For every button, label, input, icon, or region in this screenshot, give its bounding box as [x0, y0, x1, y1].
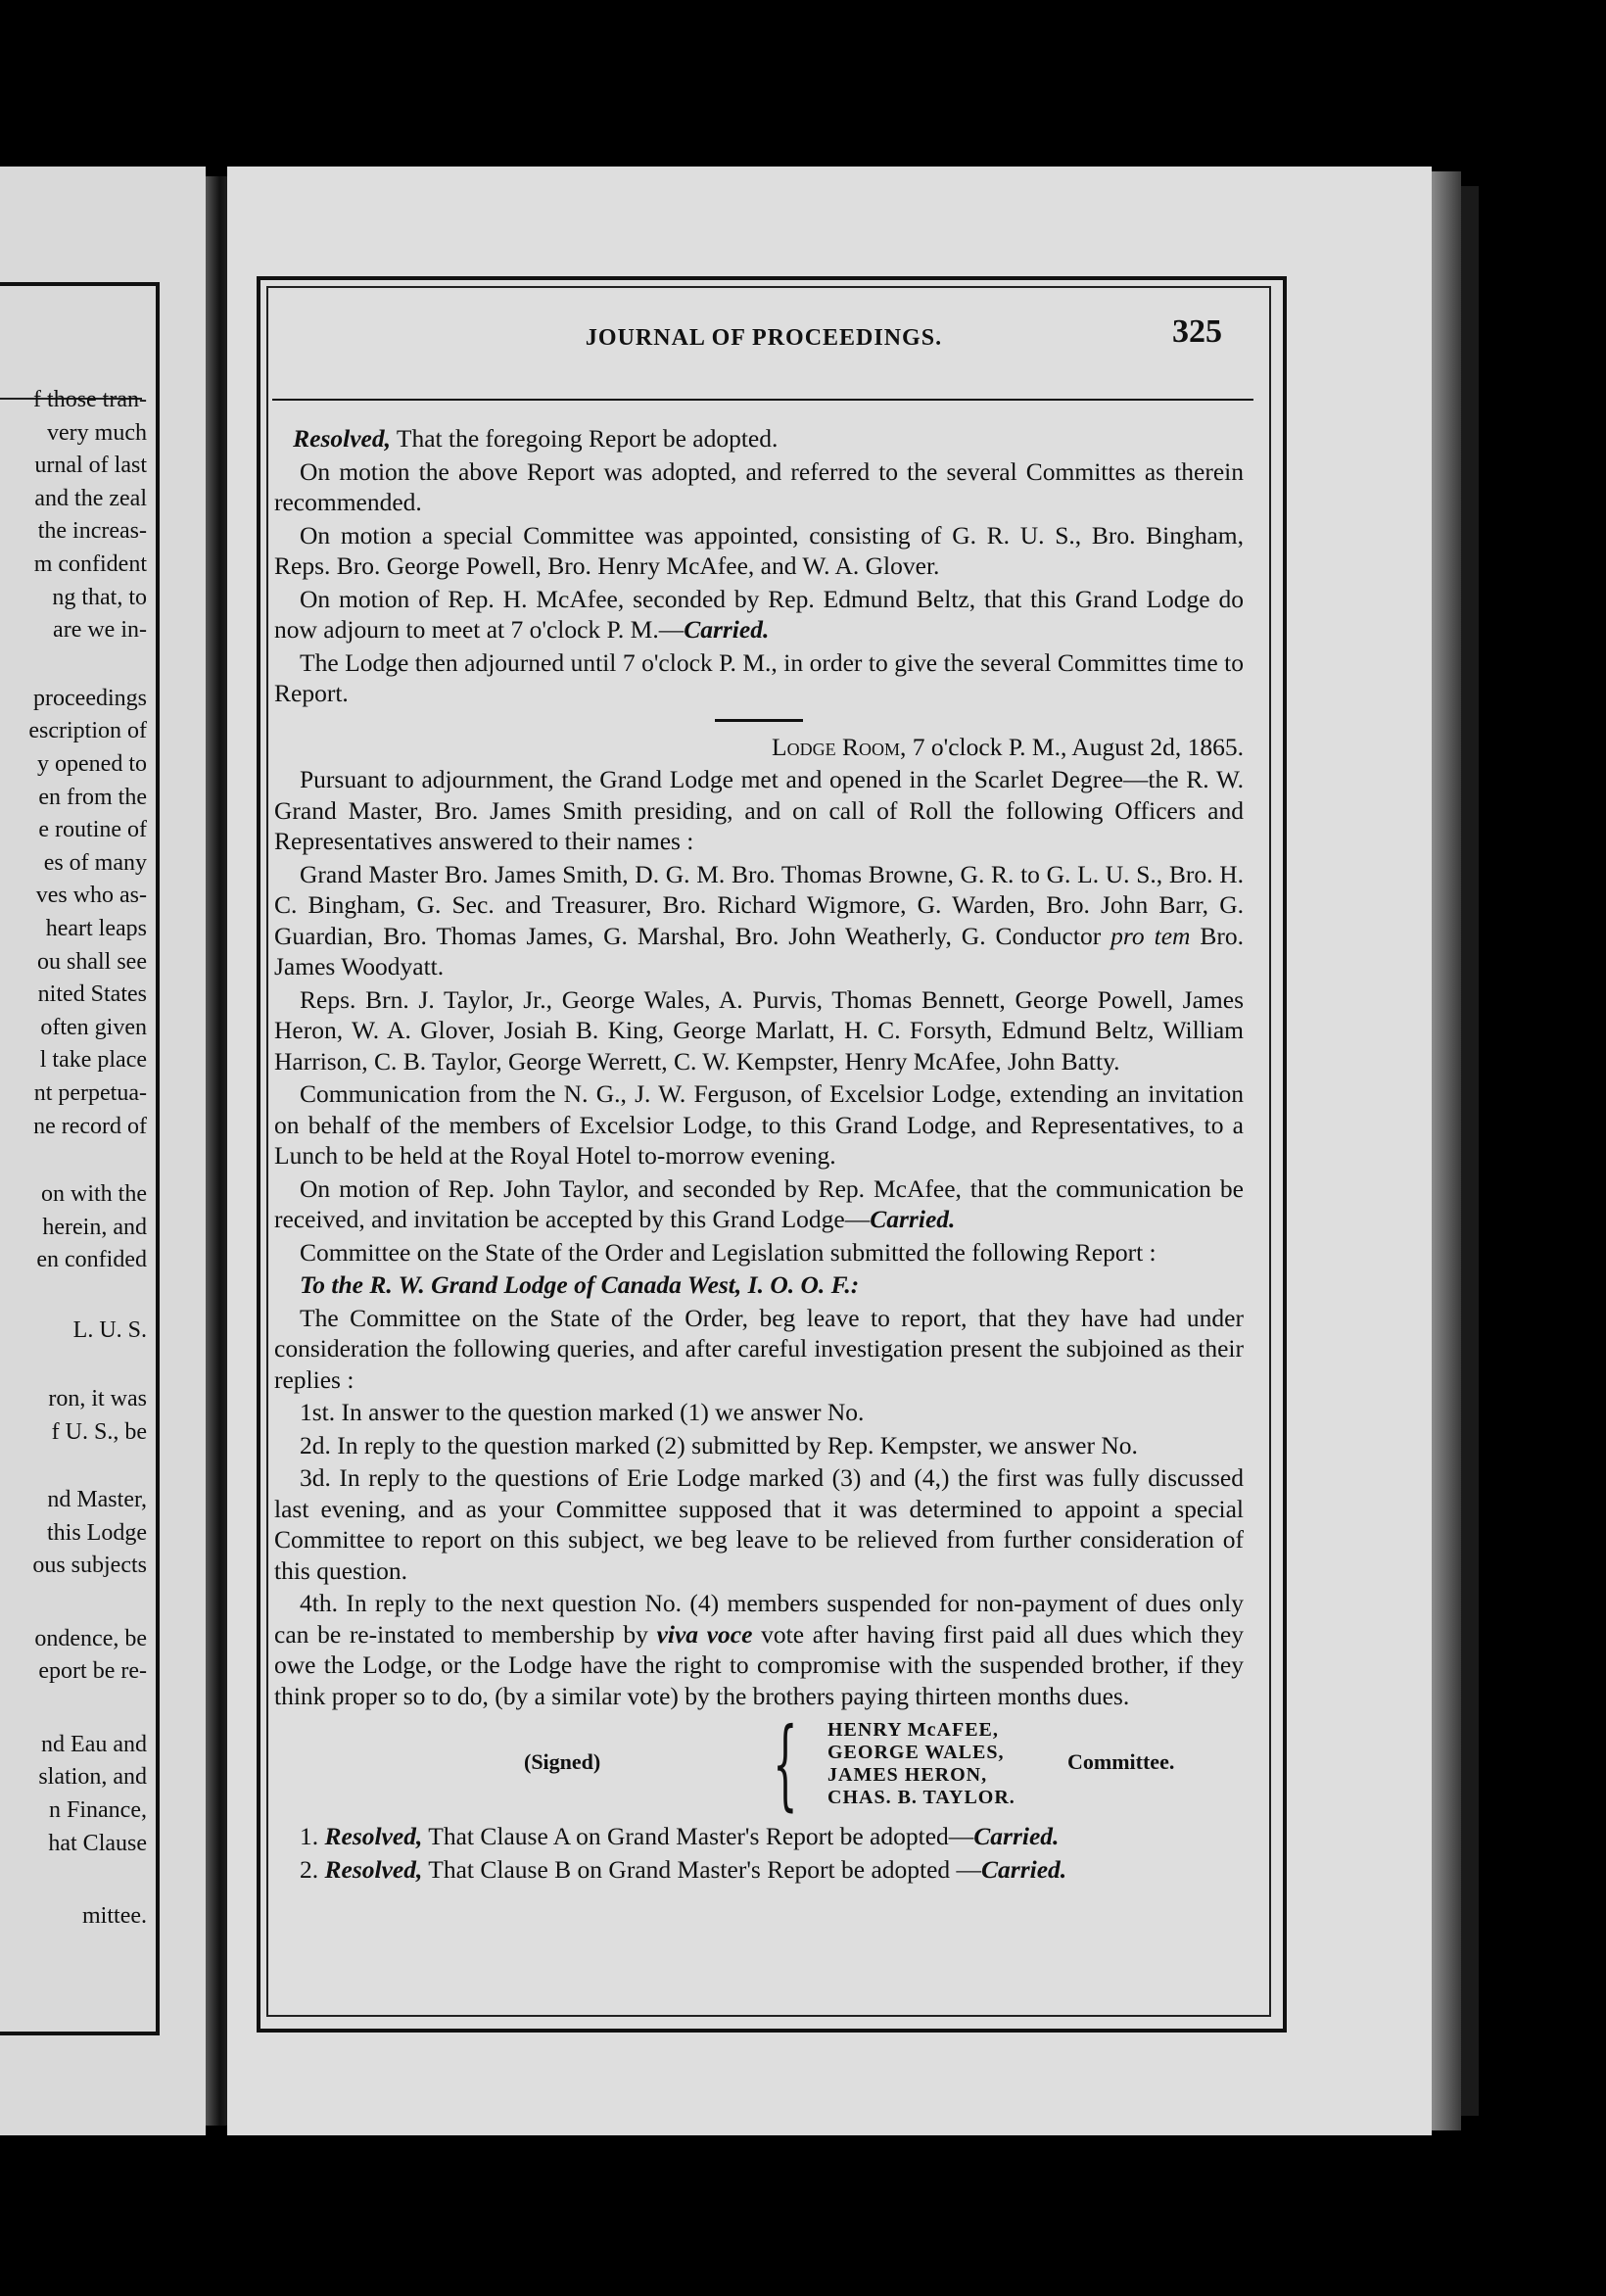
paragraph-text: 4th. In reply to the next question No. (4) members suspended for non-payment of dues only can be re-instated to membership by: [274, 1589, 1244, 1649]
left-page-line: m confident: [33, 551, 147, 577]
left-page-line: eport be re-: [38, 1658, 147, 1685]
left-page-line: ng that, to: [52, 584, 147, 610]
left-page-line: L. U. S.: [72, 1317, 147, 1344]
left-page-line: es of many: [43, 849, 147, 876]
pro-tem: pro tem: [1110, 921, 1191, 950]
report-address: To the R. W. Grand Lodge of Canada West, I. O. O. F.:: [300, 1270, 860, 1299]
dateline: [274, 732, 1244, 763]
left-page-line: nited States: [37, 981, 147, 1008]
dateline-room: Lodge Room,: [772, 732, 907, 761]
left-page-line: nd Master,: [47, 1487, 147, 1513]
left-facing-page: [0, 167, 206, 2135]
left-page-line: and the zeal: [34, 485, 147, 511]
left-page-line: on with the: [41, 1181, 147, 1208]
left-page-line: urnal of last: [34, 453, 147, 479]
left-page-line: e routine of: [38, 817, 147, 843]
carried-label: Carried.: [973, 1822, 1060, 1850]
left-page-line: nd Eau and: [41, 1731, 147, 1757]
page-edge: [1432, 171, 1461, 2130]
left-page-line: ne record of: [33, 1113, 147, 1139]
carried-label: Carried.: [870, 1205, 956, 1233]
left-page-line: en confided: [36, 1247, 147, 1273]
resolution-text: That Clause A on Grand Master's Report be adopted—: [428, 1822, 974, 1850]
left-page-line: slation, and: [38, 1764, 147, 1791]
page-header: [284, 313, 1244, 372]
left-page-line: often given: [40, 1014, 147, 1040]
section-divider: [715, 719, 803, 722]
signer-name: JAMES HERON,: [827, 1764, 988, 1786]
book-gutter: [206, 176, 229, 2126]
paragraph: The Lodge then adjourned until 7 o'clock P. M., in order to give the several Committes time to Report.: [274, 647, 1244, 707]
viva-voce: viva voce: [656, 1619, 753, 1649]
left-page-line: mittee.: [82, 1903, 147, 1929]
left-page-line: very much: [47, 419, 147, 446]
signer-names: [827, 1719, 1016, 1809]
paragraph-text: Bro. James Woodyatt.: [274, 921, 1245, 981]
left-page-line: ou shall see: [37, 948, 147, 975]
resolution-number: 2.: [300, 1854, 319, 1884]
page-body: [274, 423, 1244, 1887]
paragraph: [274, 859, 1244, 982]
signed-label: (Signed): [524, 1749, 601, 1774]
signer-name: CHAS. B. TAYLOR.: [827, 1787, 1016, 1808]
paragraph: Reps. Brn. J. Taylor, Jr., George Wales, A. Purvis, Thomas Bennett, George Powell, James Heron, W. A. Glover, Josiah B. King, George Marlatt, H. C. Forsyth, Edmund Beltz, William Harrison, C. B. Taylor, George Werrett, C. W. Kempster, Henry McAfee, John Batty.: [274, 984, 1244, 1076]
resolution: [274, 1854, 1244, 1886]
left-page-line: hat Clause: [48, 1830, 147, 1856]
signer-name: GEORGE WALES,: [827, 1742, 1005, 1763]
paragraph-text: vote after having first paid all dues which they owe the Lodge, or the Lodge have the right to compromise with the suspended brother, if they think proper so to do, (by a similar vote) by the brothers paying thirteen months dues.: [274, 1619, 1244, 1710]
left-page-line: this Lodge: [47, 1519, 147, 1546]
page-edge-dark: [1461, 186, 1479, 2116]
carried-label: Carried.: [981, 1854, 1067, 1884]
left-page-line: escription of: [28, 718, 147, 744]
signature-block: [274, 1706, 1244, 1821]
left-page-line: the increas-: [37, 518, 147, 545]
paragraph: Committee on the State of the Order and Legislation submitted the following Report :: [300, 1237, 1157, 1267]
paragraph: [274, 1173, 1244, 1235]
paragraph: 3d. In reply to the questions of Erie Lodge marked (3) and (4,) the first was fully discussed last evening, and as your Committee supposed that it was determined to appoint a special Committee to report on this subject, we beg leave to be relieved from further consideration of this question.: [274, 1463, 1244, 1585]
paragraph: 2d. In reply to the question marked (2) submitted by Rep. Kempster, we answer No.: [300, 1430, 1138, 1459]
left-page-line: l take place: [39, 1047, 147, 1074]
resolved-label: Resolved,: [324, 1854, 423, 1884]
paragraph-text: On motion of Rep. John Taylor, and seconded by Rep. McAfee, that the communication be received, and invitation be accepted by this Grand Lodge—: [274, 1173, 1244, 1233]
paragraph: Communication from the N. G., J. W. Ferguson, of Excelsior Lodge, extending an invitation on behalf of the members of Excelsior Lodge, to this Grand Lodge, and Representatives, to a Lunch to be held at the Royal Hotel to-morrow evening.: [274, 1079, 1244, 1170]
paragraph: [274, 584, 1244, 646]
page-number: 325: [1172, 313, 1222, 350]
left-page-line: heart leaps: [45, 916, 147, 941]
dateline-time: 7 o'clock P. M., August 2d, 1865.: [912, 732, 1244, 761]
paragraph: Pursuant to adjournment, the Grand Lodge met and opened in the Scarlet Degree—the R. W. Grand Master, Bro. James Smith presiding, and on call of Roll the following Officers and Representatives answered to their names :: [274, 765, 1244, 855]
paragraph: 1st. In answer to the question marked (1) we answer No.: [300, 1398, 865, 1426]
header-rule: [272, 399, 1253, 401]
brace: {: [773, 1706, 798, 1821]
left-page-line: ron, it was: [48, 1386, 147, 1411]
resolution-number: 1.: [300, 1822, 319, 1850]
paragraph: [274, 423, 1244, 454]
paragraph: On motion a special Committee was appointed, consisting of G. R. U. S., Bro. Bingham, Reps. Bro. George Powell, Bro. Henry McAfee, and W. A. Glover.: [274, 520, 1244, 580]
paragraph-text: On motion of Rep. H. McAfee, seconded by Rep. Edmund Beltz, that this Grand Lodge do now adjourn to meet at 7 o'clock P. M.—: [274, 584, 1244, 644]
left-page-line: are we in-: [53, 617, 147, 644]
left-page-line: en from the: [38, 784, 147, 810]
paragraph: On motion the above Report was adopted, and referred to the several Committes as therein recommended.: [274, 456, 1244, 516]
committee-label: Committee.: [1067, 1749, 1175, 1774]
paragraph-text: Grand Master Bro. James Smith, D. G. M. Bro. Thomas Browne, G. R. to G. L. U. S., Bro. H. C. Bingham, G. Sec. and Treasurer, Bro. Richard Wigmore, G. Warden, Bro. John Barr, G. Guardian, Bro. Thomas James, G. Marshal, Bro. John Weatherly, G. Conductor: [274, 859, 1244, 950]
left-page-line: n Finance,: [49, 1797, 147, 1823]
carried-label: Carried.: [684, 615, 770, 644]
resolved-label: Resolved,: [324, 1822, 423, 1850]
signer-name: HENRY McAFEE,: [827, 1719, 999, 1741]
paragraph: The Committee on the State of the Order, beg leave to report, that they have had under consideration the following queries, and after careful investigation present the subjoined as their replies :: [274, 1303, 1244, 1394]
left-page-line: proceedings: [33, 685, 147, 711]
resolved-label: Resolved,: [293, 424, 391, 453]
left-page-line: f those tran-: [33, 387, 147, 412]
left-page-line: nt perpetua-: [33, 1080, 147, 1106]
running-title: JOURNAL OF PROCEEDINGS.: [585, 325, 943, 351]
paragraph: [274, 1588, 1244, 1711]
left-page-line: f U. S., be: [51, 1418, 147, 1445]
resolution-text: That Clause B on Grand Master's Report be adopted —: [428, 1854, 982, 1884]
left-page-line: y opened to: [37, 751, 147, 777]
resolution: [274, 1821, 1244, 1852]
left-page-line: herein, and: [42, 1214, 147, 1240]
left-page-line: ous subjects: [32, 1553, 147, 1579]
left-page-line: ves who as-: [35, 883, 147, 909]
left-page-line: ondence, be: [34, 1625, 147, 1651]
paragraph-text: That the foregoing Report be adopted.: [396, 424, 779, 453]
